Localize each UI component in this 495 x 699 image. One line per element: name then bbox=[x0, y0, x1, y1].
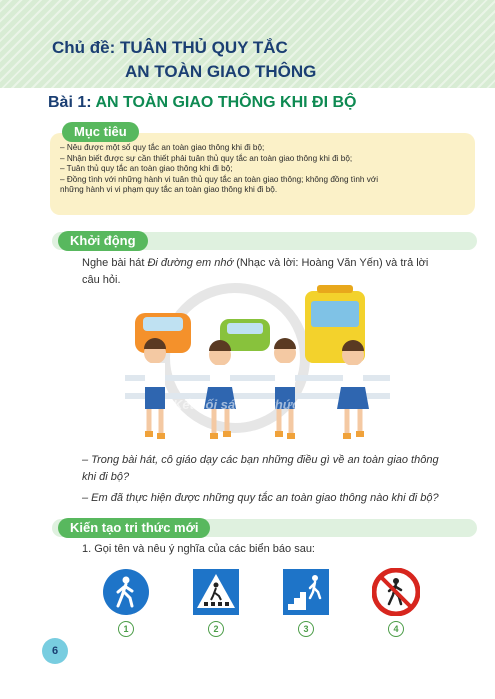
topic-title-line1 bbox=[52, 38, 288, 58]
illustration-watermark: Kết nối sách tri thức bbox=[173, 397, 300, 412]
objective-item: – Nhận biết được sự cần thiết phải tuân thủ quy tắc an toàn giao thông khi đi bộ; bbox=[60, 153, 353, 163]
topic-title-text1: TUÂN THỦ QUY TẮC bbox=[120, 38, 288, 57]
lesson-number: Bài 1: bbox=[48, 94, 92, 111]
pedestrian-crossing-sign-icon bbox=[192, 568, 240, 616]
new-knowledge-label: Kiến tạo tri thức mới bbox=[58, 518, 210, 538]
children-crossing-illustration bbox=[125, 283, 390, 448]
objective-item: – Nêu được một số quy tắc an toàn giao thông khi đi bộ; bbox=[60, 143, 265, 152]
song-title: Đi đường em nhớ bbox=[147, 257, 234, 269]
objective-item: những hành vi vi phạm quy tắc an toàn giao thông khi đi bộ. bbox=[60, 185, 278, 194]
warmup-intro-b: (Nhạc và lời: Hoàng Văn Yến) và trả lời bbox=[233, 257, 429, 269]
sign-task: 1. Gọi tên và nêu ý nghĩa của các biển báo sau: bbox=[82, 543, 315, 555]
objective-item: – Đồng tình với những hành vi tuân thủ quy tắc an toàn giao thông; không đồng tình với bbox=[60, 174, 379, 184]
pedestrian-walking-sign-icon bbox=[102, 568, 150, 616]
topic-title-line2: AN TOÀN GIAO THÔNG bbox=[125, 62, 317, 81]
warmup-question-1 bbox=[82, 452, 467, 486]
objective-item: – Tuân thủ quy tắc an toàn giao thông khi đi bộ; bbox=[60, 164, 233, 173]
warmup-intro-a: Nghe bài hát bbox=[82, 257, 148, 269]
topic-prefix: Chủ đề: bbox=[52, 38, 116, 57]
pedestrian-overpass-sign-icon bbox=[282, 568, 330, 616]
warmup-label: Khởi động bbox=[58, 231, 148, 251]
page-number: 6 bbox=[42, 638, 68, 664]
no-pedestrians-sign-icon bbox=[372, 568, 420, 616]
question-1-line2: khi đi bộ? bbox=[82, 471, 130, 483]
sign-number-2: 2 bbox=[208, 621, 224, 637]
topic-header bbox=[0, 0, 495, 88]
objectives-list bbox=[50, 133, 475, 196]
lesson-title bbox=[48, 94, 356, 112]
lesson-title-text: AN TOÀN GIAO THÔNG KHI ĐI BỘ bbox=[95, 94, 357, 111]
warmup-question-2: – Em đã thực hiện được những quy tắc an toàn giao thông nào khi đi bộ? bbox=[82, 492, 439, 504]
warmup-intro-line2: câu hỏi. bbox=[82, 274, 121, 286]
sign-number-1: 1 bbox=[118, 621, 134, 637]
question-1-line1: – Trong bài hát, cô giáo dạy các bạn những điều gì về an toàn giao thông bbox=[82, 454, 439, 466]
sign-number-4: 4 bbox=[388, 621, 404, 637]
sign-number-3: 3 bbox=[298, 621, 314, 637]
objectives-box bbox=[50, 133, 475, 215]
objectives-label: Mục tiêu bbox=[62, 122, 139, 142]
